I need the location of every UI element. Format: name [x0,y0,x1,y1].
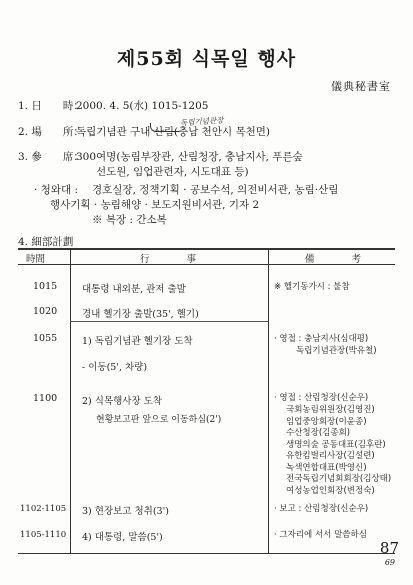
row-note-sub: 독립기념관장(박유철) [296,346,377,356]
table-top-border [18,248,395,250]
info-value: 300여명(농림부장관, 산림청장, 충남지사, 푸른숲 [76,151,303,163]
schedule-title: 4. 細部計劃 [18,236,74,248]
row-event: 대통령 내외분, 관저 출발 [82,284,186,295]
dress-code: ※ 복장 : 간소복 [92,214,167,226]
table-bottom-border [18,553,395,554]
handwritten-note: 독립기념관장 [179,115,224,128]
row-event: 1) 독립기념관 헬기장 도착 [82,336,193,347]
list-item: 수산청장(김종회) [286,428,351,438]
row-note: ※ 헬기동가시 : 불참 [274,282,350,292]
row-note: · 영접 : 충남지사(심대평) [274,334,369,344]
row-note: · 보고 : 산림청장(신순우) [274,504,369,514]
list-item: 여성농업인회장(변정숙) [286,485,375,496]
page-handwritten-number: 69 [384,558,395,567]
row-time: 1015 [33,281,58,292]
handwritten-arrow [150,123,179,132]
accompany-label: · 청와대 : [34,184,78,196]
list-item: 임업중앙회장(이윤종) [286,416,367,427]
page-title: 제55회 식목일 행사 [116,48,297,70]
row-time: 1100 [33,393,58,404]
row-note: · 그자리에 서서 말씀하심 [274,530,367,540]
info-label: 2. 場 所： [18,126,84,138]
row-note-list [286,405,391,497]
info-date [18,98,208,113]
row-event-sub: 현황보고판 앞으로 이동하심(2') [96,415,222,425]
accompany-line2: 행사기획 · 농림해양 · 보도지원비서관, 기자 2 [50,199,260,211]
info-attendees [18,149,303,164]
department-label: 儀典秘書室 [331,80,391,93]
page-number: 87 [379,539,399,557]
row-event: 3) 현장보고 청취(3') [82,506,169,517]
list-item: 생명의숲 공동대표(김후란) [286,439,386,450]
row-event-sub: - 이동(5', 차량) [82,362,148,373]
list-item: 유한킴벌리사장(김설련) [286,451,375,461]
row-event: 경내 헬기장 출발(35', 헬기) [82,309,199,320]
info-place [18,124,270,139]
accompany-line1: 경호실장, 정책기획 · 공보수석, 의전비서관, 농림·산림 [92,184,339,196]
list-item: 국회농림위원장(김영진) [286,405,375,415]
info-attendees-cont: 선도원, 임업관련자, 시도대표 등) [96,166,249,178]
row-divider [70,321,268,322]
row-time: 1105-1110 [20,530,67,540]
row-time: 1020 [33,306,58,317]
row-time: 1102-1105 [20,504,67,514]
header-event: 行 事 [140,254,203,265]
table-col-divider [70,248,71,553]
table-col-divider [268,248,269,553]
info-label: 3. 參 席： [18,151,84,163]
list-item: 녹색연합대표(박영신) [286,462,367,473]
header-time: 時間 [26,254,46,265]
list-item: 전국독립기념회회장(김상태) [286,474,392,484]
header-note: 備 考 [305,254,368,265]
info-label: 1. 日 時： [18,100,84,112]
info-value: 독립기념관 구내 산림(충남 천안시 목천면) [76,126,270,138]
row-time: 1055 [33,333,58,344]
row-note: · 영접 : 산림청장(신순우) [274,393,369,403]
row-event: 2) 식목행사장 도착 [82,396,163,407]
info-value: 2000. 4. 5(水) 1015-1205 [76,100,209,112]
row-event: 4) 대통령, 말씀(5') [82,532,163,543]
